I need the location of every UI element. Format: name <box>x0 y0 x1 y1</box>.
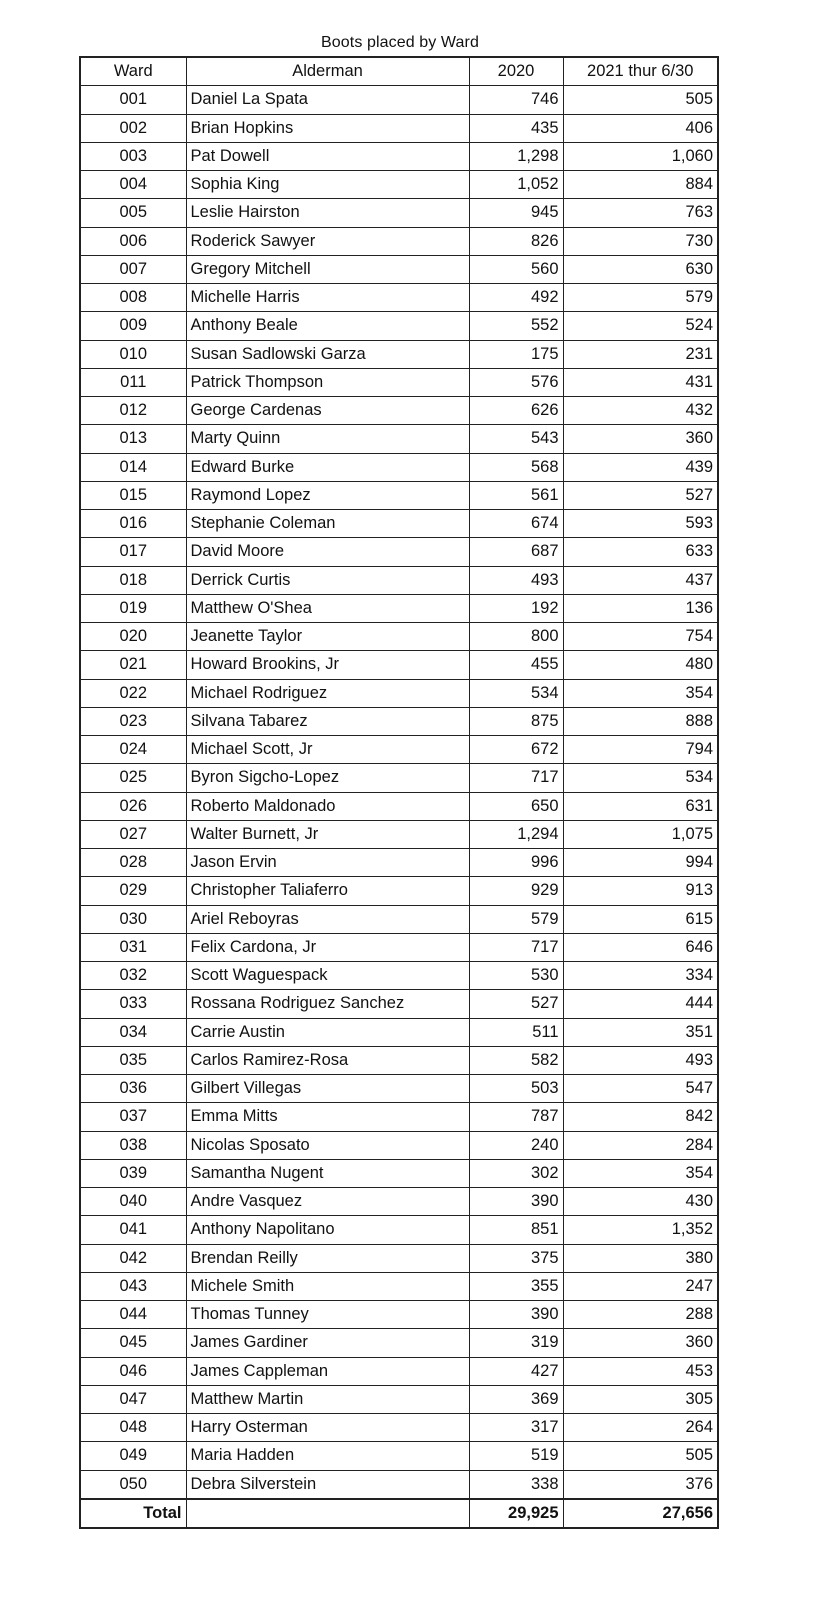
ward-cell: 047 <box>80 1385 186 1413</box>
table-row <box>80 1385 718 1413</box>
alderman-cell: Gregory Mitchell <box>186 255 469 283</box>
table-row <box>80 962 718 990</box>
value-2021-cell: 527 <box>563 481 718 509</box>
table-row <box>80 199 718 227</box>
table-row <box>80 792 718 820</box>
value-2021-cell: 288 <box>563 1301 718 1329</box>
table-row <box>80 623 718 651</box>
value-2021-cell: 524 <box>563 312 718 340</box>
header-alderman: Alderman <box>186 57 469 86</box>
ward-cell: 011 <box>80 368 186 396</box>
value-2021-cell: 730 <box>563 227 718 255</box>
alderman-cell: Thomas Tunney <box>186 1301 469 1329</box>
alderman-cell: Jeanette Taylor <box>186 623 469 651</box>
total-label: Total <box>80 1499 186 1528</box>
ward-cell: 046 <box>80 1357 186 1385</box>
alderman-cell: Matthew Martin <box>186 1385 469 1413</box>
table-row <box>80 764 718 792</box>
value-2020-cell: 787 <box>469 1103 563 1131</box>
value-2020-cell: 560 <box>469 255 563 283</box>
alderman-cell: Leslie Hairston <box>186 199 469 227</box>
table-row <box>80 255 718 283</box>
alderman-cell: Michael Scott, Jr <box>186 736 469 764</box>
ward-cell: 038 <box>80 1131 186 1159</box>
table-row <box>80 538 718 566</box>
ward-cell: 043 <box>80 1272 186 1300</box>
value-2021-cell: 888 <box>563 707 718 735</box>
ward-cell: 018 <box>80 566 186 594</box>
value-2020-cell: 674 <box>469 510 563 538</box>
table-row <box>80 1018 718 1046</box>
value-2020-cell: 851 <box>469 1216 563 1244</box>
alderman-cell: Edward Burke <box>186 453 469 481</box>
value-2020-cell: 929 <box>469 877 563 905</box>
table-row <box>80 679 718 707</box>
value-2021-cell: 284 <box>563 1131 718 1159</box>
ward-cell: 041 <box>80 1216 186 1244</box>
ward-cell: 021 <box>80 651 186 679</box>
value-2020-cell: 390 <box>469 1188 563 1216</box>
ward-cell: 015 <box>80 481 186 509</box>
value-2021-cell: 794 <box>563 736 718 764</box>
value-2020-cell: 355 <box>469 1272 563 1300</box>
ward-cell: 003 <box>80 142 186 170</box>
alderman-cell: David Moore <box>186 538 469 566</box>
value-2020-cell: 568 <box>469 453 563 481</box>
ward-cell: 022 <box>80 679 186 707</box>
total-2020: 29,925 <box>469 1499 563 1528</box>
alderman-cell: Carrie Austin <box>186 1018 469 1046</box>
value-2021-cell: 439 <box>563 453 718 481</box>
ward-cell: 039 <box>80 1159 186 1187</box>
alderman-cell: Jason Ervin <box>186 849 469 877</box>
table-row <box>80 1272 718 1300</box>
value-2020-cell: 511 <box>469 1018 563 1046</box>
alderman-cell: George Cardenas <box>186 397 469 425</box>
value-2021-cell: 136 <box>563 594 718 622</box>
value-2020-cell: 875 <box>469 707 563 735</box>
value-2020-cell: 519 <box>469 1442 563 1470</box>
value-2021-cell: 593 <box>563 510 718 538</box>
value-2020-cell: 503 <box>469 1075 563 1103</box>
ward-cell: 017 <box>80 538 186 566</box>
value-2021-cell: 547 <box>563 1075 718 1103</box>
value-2020-cell: 626 <box>469 397 563 425</box>
table-row <box>80 1131 718 1159</box>
value-2020-cell: 390 <box>469 1301 563 1329</box>
total-row <box>80 1499 718 1528</box>
value-2021-cell: 444 <box>563 990 718 1018</box>
value-2021-cell: 646 <box>563 933 718 961</box>
table-row <box>80 1414 718 1442</box>
alderman-cell: Susan Sadlowski Garza <box>186 340 469 368</box>
alderman-cell: Michele Smith <box>186 1272 469 1300</box>
value-2020-cell: 552 <box>469 312 563 340</box>
alderman-cell: Emma Mitts <box>186 1103 469 1131</box>
value-2021-cell: 505 <box>563 1442 718 1470</box>
value-2020-cell: 746 <box>469 86 563 114</box>
value-2021-cell: 431 <box>563 368 718 396</box>
table-row <box>80 594 718 622</box>
value-2020-cell: 945 <box>469 199 563 227</box>
alderman-cell: Sophia King <box>186 171 469 199</box>
header-2021: 2021 thur 6/30 <box>563 57 718 86</box>
value-2020-cell: 493 <box>469 566 563 594</box>
alderman-cell: Anthony Beale <box>186 312 469 340</box>
value-2020-cell: 561 <box>469 481 563 509</box>
ward-cell: 045 <box>80 1329 186 1357</box>
table-row <box>80 1046 718 1074</box>
value-2020-cell: 375 <box>469 1244 563 1272</box>
alderman-cell: James Gardiner <box>186 1329 469 1357</box>
table-row <box>80 425 718 453</box>
table-row <box>80 1075 718 1103</box>
value-2020-cell: 717 <box>469 764 563 792</box>
total-2021: 27,656 <box>563 1499 718 1528</box>
alderman-cell: Pat Dowell <box>186 142 469 170</box>
table-row <box>80 312 718 340</box>
ward-cell: 035 <box>80 1046 186 1074</box>
alderman-cell: Nicolas Sposato <box>186 1131 469 1159</box>
value-2020-cell: 240 <box>469 1131 563 1159</box>
value-2020-cell: 527 <box>469 990 563 1018</box>
table-row <box>80 566 718 594</box>
value-2020-cell: 192 <box>469 594 563 622</box>
value-2020-cell: 435 <box>469 114 563 142</box>
value-2021-cell: 264 <box>563 1414 718 1442</box>
ward-cell: 009 <box>80 312 186 340</box>
value-2020-cell: 492 <box>469 284 563 312</box>
value-2020-cell: 319 <box>469 1329 563 1357</box>
alderman-cell: Felix Cardona, Jr <box>186 933 469 961</box>
value-2021-cell: 432 <box>563 397 718 425</box>
ward-cell: 002 <box>80 114 186 142</box>
value-2021-cell: 360 <box>563 425 718 453</box>
alderman-cell: Debra Silverstein <box>186 1470 469 1499</box>
value-2021-cell: 437 <box>563 566 718 594</box>
value-2020-cell: 1,052 <box>469 171 563 199</box>
value-2020-cell: 427 <box>469 1357 563 1385</box>
value-2021-cell: 334 <box>563 962 718 990</box>
table-row <box>80 142 718 170</box>
ward-cell: 016 <box>80 510 186 538</box>
value-2021-cell: 453 <box>563 1357 718 1385</box>
table-row <box>80 397 718 425</box>
alderman-cell: Christopher Taliaferro <box>186 877 469 905</box>
table-row <box>80 877 718 905</box>
alderman-cell: Howard Brookins, Jr <box>186 651 469 679</box>
table-row <box>80 707 718 735</box>
ward-cell: 014 <box>80 453 186 481</box>
alderman-cell: Walter Burnett, Jr <box>186 820 469 848</box>
value-2020-cell: 579 <box>469 905 563 933</box>
table-row <box>80 736 718 764</box>
table-row <box>80 453 718 481</box>
value-2021-cell: 633 <box>563 538 718 566</box>
ward-cell: 010 <box>80 340 186 368</box>
value-2021-cell: 354 <box>563 1159 718 1187</box>
value-2021-cell: 480 <box>563 651 718 679</box>
value-2020-cell: 317 <box>469 1414 563 1442</box>
alderman-cell: Scott Waguespack <box>186 962 469 990</box>
alderman-cell: Marty Quinn <box>186 425 469 453</box>
table-row <box>80 481 718 509</box>
value-2021-cell: 913 <box>563 877 718 905</box>
value-2021-cell: 351 <box>563 1018 718 1046</box>
table-row <box>80 651 718 679</box>
ward-cell: 027 <box>80 820 186 848</box>
value-2020-cell: 369 <box>469 1385 563 1413</box>
ward-cell: 042 <box>80 1244 186 1272</box>
ward-cell: 004 <box>80 171 186 199</box>
alderman-cell: Samantha Nugent <box>186 1159 469 1187</box>
value-2021-cell: 231 <box>563 340 718 368</box>
value-2020-cell: 543 <box>469 425 563 453</box>
ward-cell: 005 <box>80 199 186 227</box>
ward-cell: 013 <box>80 425 186 453</box>
table-row <box>80 1103 718 1131</box>
ward-cell: 006 <box>80 227 186 255</box>
document-title: Boots placed by Ward <box>321 34 479 51</box>
table-row <box>80 990 718 1018</box>
ward-cell: 024 <box>80 736 186 764</box>
ward-cell: 020 <box>80 623 186 651</box>
value-2020-cell: 530 <box>469 962 563 990</box>
alderman-cell: Stephanie Coleman <box>186 510 469 538</box>
ward-cell: 036 <box>80 1075 186 1103</box>
ward-cell: 030 <box>80 905 186 933</box>
value-2020-cell: 996 <box>469 849 563 877</box>
alderman-cell: James Cappleman <box>186 1357 469 1385</box>
table-row <box>80 1244 718 1272</box>
table-row <box>80 340 718 368</box>
alderman-cell: Anthony Napolitano <box>186 1216 469 1244</box>
value-2021-cell: 354 <box>563 679 718 707</box>
value-2021-cell: 615 <box>563 905 718 933</box>
alderman-cell: Ariel Reboyras <box>186 905 469 933</box>
table-row <box>80 1470 718 1499</box>
value-2021-cell: 994 <box>563 849 718 877</box>
total-blank <box>186 1499 469 1528</box>
alderman-cell: Matthew O'Shea <box>186 594 469 622</box>
alderman-cell: Gilbert Villegas <box>186 1075 469 1103</box>
ward-cell: 031 <box>80 933 186 961</box>
value-2021-cell: 247 <box>563 1272 718 1300</box>
value-2020-cell: 534 <box>469 679 563 707</box>
value-2020-cell: 338 <box>469 1470 563 1499</box>
value-2021-cell: 1,352 <box>563 1216 718 1244</box>
value-2021-cell: 505 <box>563 86 718 114</box>
value-2020-cell: 582 <box>469 1046 563 1074</box>
value-2021-cell: 842 <box>563 1103 718 1131</box>
table-row <box>80 933 718 961</box>
boots-table <box>79 56 719 1529</box>
table-row <box>80 227 718 255</box>
table-row <box>80 849 718 877</box>
table-row <box>80 368 718 396</box>
table-row <box>80 1301 718 1329</box>
value-2020-cell: 175 <box>469 340 563 368</box>
header-row <box>80 57 718 86</box>
value-2020-cell: 826 <box>469 227 563 255</box>
value-2021-cell: 754 <box>563 623 718 651</box>
table-row <box>80 510 718 538</box>
table-row <box>80 905 718 933</box>
ward-cell: 049 <box>80 1442 186 1470</box>
value-2021-cell: 380 <box>563 1244 718 1272</box>
header-2020: 2020 <box>469 57 563 86</box>
value-2020-cell: 687 <box>469 538 563 566</box>
table-row <box>80 1329 718 1357</box>
value-2020-cell: 455 <box>469 651 563 679</box>
value-2021-cell: 763 <box>563 199 718 227</box>
alderman-cell: Brian Hopkins <box>186 114 469 142</box>
alderman-cell: Rossana Rodriguez Sanchez <box>186 990 469 1018</box>
value-2021-cell: 1,075 <box>563 820 718 848</box>
table-row <box>80 1159 718 1187</box>
ward-cell: 028 <box>80 849 186 877</box>
ward-cell: 050 <box>80 1470 186 1499</box>
alderman-cell: Andre Vasquez <box>186 1188 469 1216</box>
ward-cell: 008 <box>80 284 186 312</box>
alderman-cell: Derrick Curtis <box>186 566 469 594</box>
alderman-cell: Roberto Maldonado <box>186 792 469 820</box>
value-2020-cell: 800 <box>469 623 563 651</box>
value-2021-cell: 360 <box>563 1329 718 1357</box>
ward-cell: 019 <box>80 594 186 622</box>
ward-cell: 026 <box>80 792 186 820</box>
value-2021-cell: 630 <box>563 255 718 283</box>
value-2021-cell: 493 <box>563 1046 718 1074</box>
ward-cell: 040 <box>80 1188 186 1216</box>
alderman-cell: Patrick Thompson <box>186 368 469 396</box>
value-2021-cell: 884 <box>563 171 718 199</box>
table-row <box>80 114 718 142</box>
value-2021-cell: 1,060 <box>563 142 718 170</box>
value-2020-cell: 672 <box>469 736 563 764</box>
alderman-cell: Daniel La Spata <box>186 86 469 114</box>
table-row <box>80 284 718 312</box>
alderman-cell: Maria Hadden <box>186 1442 469 1470</box>
ward-cell: 048 <box>80 1414 186 1442</box>
table-row <box>80 86 718 114</box>
ward-cell: 023 <box>80 707 186 735</box>
value-2020-cell: 1,298 <box>469 142 563 170</box>
alderman-cell: Byron Sigcho-Lopez <box>186 764 469 792</box>
value-2021-cell: 534 <box>563 764 718 792</box>
ward-cell: 029 <box>80 877 186 905</box>
value-2021-cell: 305 <box>563 1385 718 1413</box>
alderman-cell: Roderick Sawyer <box>186 227 469 255</box>
table-row <box>80 1216 718 1244</box>
value-2020-cell: 717 <box>469 933 563 961</box>
alderman-cell: Raymond Lopez <box>186 481 469 509</box>
ward-cell: 001 <box>80 86 186 114</box>
value-2021-cell: 406 <box>563 114 718 142</box>
value-2021-cell: 430 <box>563 1188 718 1216</box>
ward-cell: 034 <box>80 1018 186 1046</box>
value-2021-cell: 631 <box>563 792 718 820</box>
alderman-cell: Michelle Harris <box>186 284 469 312</box>
ward-cell: 037 <box>80 1103 186 1131</box>
alderman-cell: Silvana Tabarez <box>186 707 469 735</box>
value-2020-cell: 576 <box>469 368 563 396</box>
alderman-cell: Michael Rodriguez <box>186 679 469 707</box>
value-2021-cell: 579 <box>563 284 718 312</box>
value-2020-cell: 650 <box>469 792 563 820</box>
alderman-cell: Harry Osterman <box>186 1414 469 1442</box>
value-2020-cell: 302 <box>469 1159 563 1187</box>
table-row <box>80 1442 718 1470</box>
alderman-cell: Carlos Ramirez-Rosa <box>186 1046 469 1074</box>
table-row <box>80 1357 718 1385</box>
table-row <box>80 171 718 199</box>
ward-cell: 007 <box>80 255 186 283</box>
value-2021-cell: 376 <box>563 1470 718 1499</box>
ward-cell: 044 <box>80 1301 186 1329</box>
value-2020-cell: 1,294 <box>469 820 563 848</box>
ward-cell: 012 <box>80 397 186 425</box>
ward-cell: 025 <box>80 764 186 792</box>
ward-cell: 032 <box>80 962 186 990</box>
header-ward: Ward <box>80 57 186 86</box>
alderman-cell: Brendan Reilly <box>186 1244 469 1272</box>
table-row <box>80 820 718 848</box>
table-row <box>80 1188 718 1216</box>
ward-cell: 033 <box>80 990 186 1018</box>
